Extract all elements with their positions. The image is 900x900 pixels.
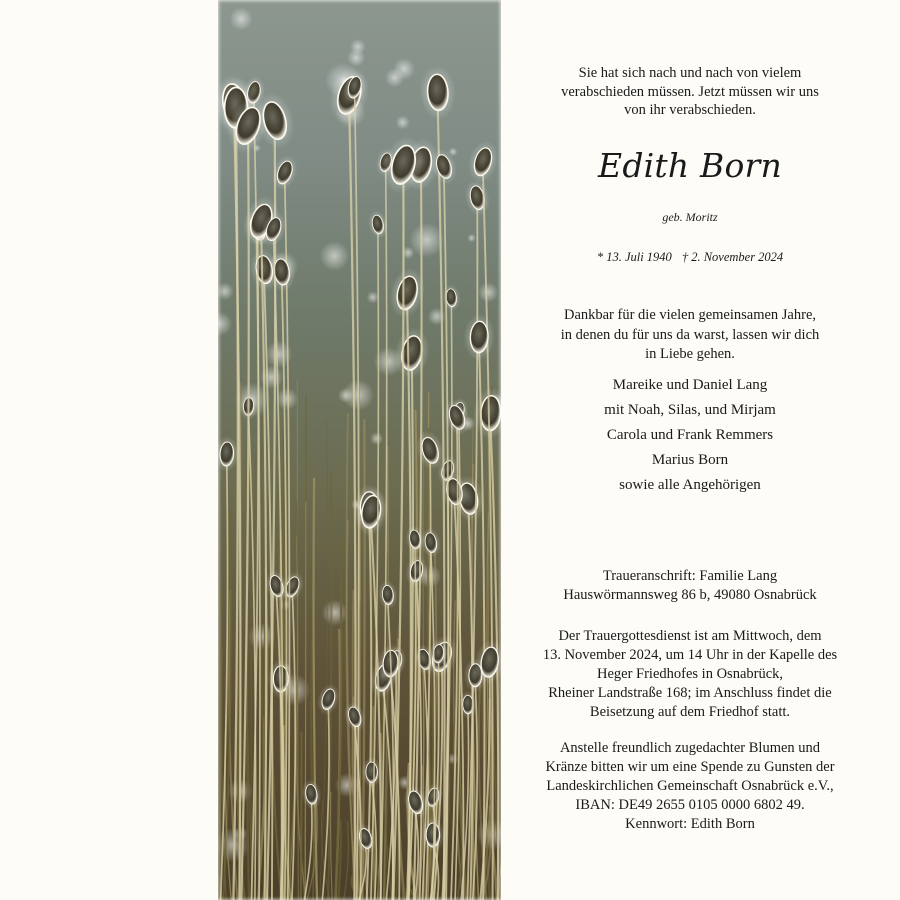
bokeh-spot	[370, 432, 383, 445]
death-date: † 2. November 2024	[681, 250, 784, 264]
bokeh-spot	[218, 282, 234, 300]
seed-head	[385, 265, 429, 322]
mourner-entry: sowie alle Angehörigen	[619, 477, 761, 493]
address-line: Hauswörmannsweg 86 b, 49080 Osnabrück	[563, 586, 817, 603]
grass-photo	[218, 0, 501, 900]
grass-blade	[301, 732, 302, 900]
birth-date: * 13. Juli 1940	[596, 250, 672, 264]
maiden-name: geb. Moritz	[662, 210, 718, 224]
grass-stem	[292, 596, 295, 900]
donation-line: Anstelle freundlich zugedachter Blumen und	[559, 740, 821, 756]
seed-head	[462, 178, 493, 218]
donation-line: Kränze bitten wir um eine Spende zu Gunsten der	[545, 759, 835, 775]
seed-head	[268, 152, 302, 193]
thanks-line: Dankbar für die vielen gemeinsamen Jahre,	[563, 307, 817, 323]
bokeh-spot	[218, 312, 232, 336]
bokeh-spot	[319, 241, 349, 271]
mourner-entry: mit Noah, Silas, und Mirjam	[604, 402, 776, 418]
motto	[505, 64, 875, 120]
donation-line: Landeskirchlichen Gemeinschaft Osnabrück e.V.,	[546, 778, 834, 794]
bokeh-spot	[428, 308, 446, 326]
seed-head	[463, 313, 496, 361]
service-line: Beisetzung auf dem Friedhof statt.	[589, 704, 791, 720]
service-line: 13. November 2024, um 14 Uhr in der Kapelle des	[542, 647, 838, 663]
deceased-name: Edith Born	[598, 146, 782, 185]
motto-line: verabschieden müssen. Jetzt müssen wir uns	[561, 83, 819, 100]
donation-line: Kennwort: Edith Born	[625, 816, 755, 832]
mourner-entry: Carola und Frank Remmers	[606, 427, 774, 443]
seed-head	[441, 283, 462, 312]
address-line: Traueranschrift: Familie Lang	[602, 568, 778, 584]
seed-head	[218, 435, 240, 472]
motto-line: von ihr verabschieden.	[624, 102, 756, 118]
bokeh-spot	[396, 115, 410, 129]
thanks-line: in Liebe gehen.	[645, 346, 735, 362]
service-line: Rheiner Landstraße 168; im Anschluss findet die	[548, 685, 832, 701]
bokeh-spot	[367, 291, 379, 303]
service-line: Heger Friedhofes in Osnabrück,	[596, 666, 784, 682]
bokeh-spot	[478, 282, 498, 302]
grass-illustration	[218, 0, 501, 900]
bokeh-spot	[409, 223, 444, 258]
bokeh-spot	[322, 600, 348, 626]
seed-head	[377, 580, 399, 611]
thanks-text	[505, 306, 875, 365]
bokeh-spot	[230, 7, 253, 30]
bokeh-spot	[467, 234, 476, 243]
seed-head	[439, 396, 475, 439]
service-line: Der Trauergottesdienst ist am Mittwoch, dem	[558, 628, 822, 644]
bokeh-spot	[385, 68, 404, 87]
seed-head	[299, 778, 323, 810]
seed-head	[314, 681, 343, 717]
grass-blade	[344, 821, 349, 900]
motto-line: Sie hat sich nach und nach von vielem	[578, 65, 802, 81]
mourning-address	[505, 567, 875, 604]
seed-head	[419, 526, 444, 559]
seed-head	[418, 64, 457, 120]
donation-line: IBAN: DE49 2655 0105 0000 6802 49.	[575, 797, 805, 813]
thanks-line: in denen du für uns da warst, lassen wir dich	[560, 326, 820, 343]
life-dates	[505, 249, 875, 265]
bokeh-spot	[347, 49, 365, 67]
mourner-entry: Marius Born	[651, 452, 729, 468]
bokeh-spot	[276, 388, 298, 410]
funeral-service-info	[505, 627, 875, 722]
donation-request	[505, 739, 875, 834]
bokeh-spot	[338, 388, 353, 403]
mourners-list	[505, 373, 875, 498]
seed-head	[463, 137, 501, 186]
grass-blade	[331, 792, 333, 900]
mourner-entry: Mareike und Daniel Lang	[612, 377, 768, 393]
